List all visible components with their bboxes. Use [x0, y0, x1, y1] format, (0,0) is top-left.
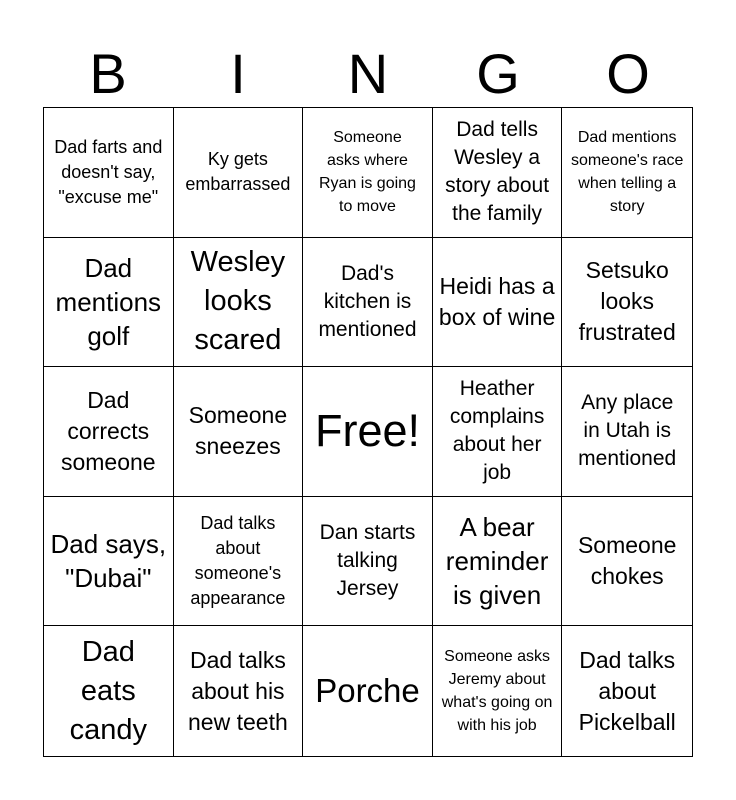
bingo-cell[interactable] [44, 367, 174, 497]
cell-text: Porche [315, 672, 420, 710]
bingo-cell[interactable] [562, 238, 692, 368]
cell-text: Free! [314, 405, 420, 457]
cell-text: Any place in Utah is mentioned [578, 391, 677, 471]
bingo-cell[interactable] [174, 497, 304, 627]
cell-text: Heidi has a box of wine [438, 272, 556, 330]
free-space-cell[interactable] [303, 367, 433, 497]
bingo-cell[interactable] [44, 238, 174, 368]
bingo-cell[interactable] [433, 497, 563, 627]
cell-text: Dad says, "Dubai" [50, 529, 167, 594]
bingo-cell[interactable] [433, 108, 563, 238]
cell-text: Someone asks Jeremy about what's going on with his job [441, 648, 553, 735]
bingo-cell[interactable] [303, 497, 433, 627]
bingo-cell[interactable] [433, 367, 563, 497]
bingo-cell[interactable] [44, 108, 174, 238]
cell-text: Dad talks about someone's appearance [190, 513, 286, 609]
cell-text: Dad's kitchen is mentioned [318, 261, 417, 341]
bingo-cell[interactable] [303, 108, 433, 238]
cell-text: Someone asks where Ryan is going to move [319, 129, 416, 216]
cell-text: Ky gets embarrassed [185, 149, 291, 195]
cell-text: Someone sneezes [188, 402, 288, 460]
cell-text: Dad talks about Pickelball [578, 646, 676, 735]
cell-text: Dad eats candy [69, 635, 147, 746]
header-letter-b: B [89, 42, 127, 105]
cell-text: Heather complains about her job [449, 377, 545, 485]
bingo-cell[interactable] [44, 626, 174, 756]
cell-text: A bear reminder is given [445, 512, 549, 611]
bingo-cell[interactable] [303, 238, 433, 368]
cell-text: Setsuko looks frustrated [578, 257, 676, 346]
cell-text: Dad talks about his new teeth [188, 646, 288, 735]
header-letter-n: N [347, 42, 389, 105]
bingo-board [43, 107, 693, 757]
cell-text: Dad mentions golf [55, 252, 162, 351]
bingo-cell[interactable] [433, 238, 563, 368]
cell-text: Dad corrects someone [60, 386, 156, 475]
bingo-cell[interactable] [174, 108, 304, 238]
bingo-cell[interactable] [562, 367, 692, 497]
header-letter-i: I [230, 42, 246, 105]
bingo-cell[interactable] [174, 626, 304, 756]
cell-text: Someone chokes [577, 532, 677, 590]
cell-text: Dan starts talking Jersey [319, 521, 416, 601]
header-letter-o: O [606, 42, 650, 105]
bingo-cell[interactable] [562, 108, 692, 238]
header-letter-g: G [476, 42, 520, 105]
bingo-cell[interactable] [433, 626, 563, 756]
bingo-cell[interactable] [562, 497, 692, 627]
bingo-cell[interactable] [562, 626, 692, 756]
cell-text: Wesley looks scared [190, 246, 286, 357]
bingo-cell[interactable] [44, 497, 174, 627]
cell-text: Dad mentions someone's race when telling a story [570, 129, 684, 216]
cell-text: Dad farts and doesn't say, "excuse me" [54, 136, 163, 207]
bingo-cell[interactable] [174, 238, 304, 368]
cell-text: Dad tells Wesley a story about the family [445, 118, 550, 226]
bingo-cell[interactable] [303, 626, 433, 756]
bingo-header [43, 40, 693, 108]
bingo-cell[interactable] [174, 367, 304, 497]
